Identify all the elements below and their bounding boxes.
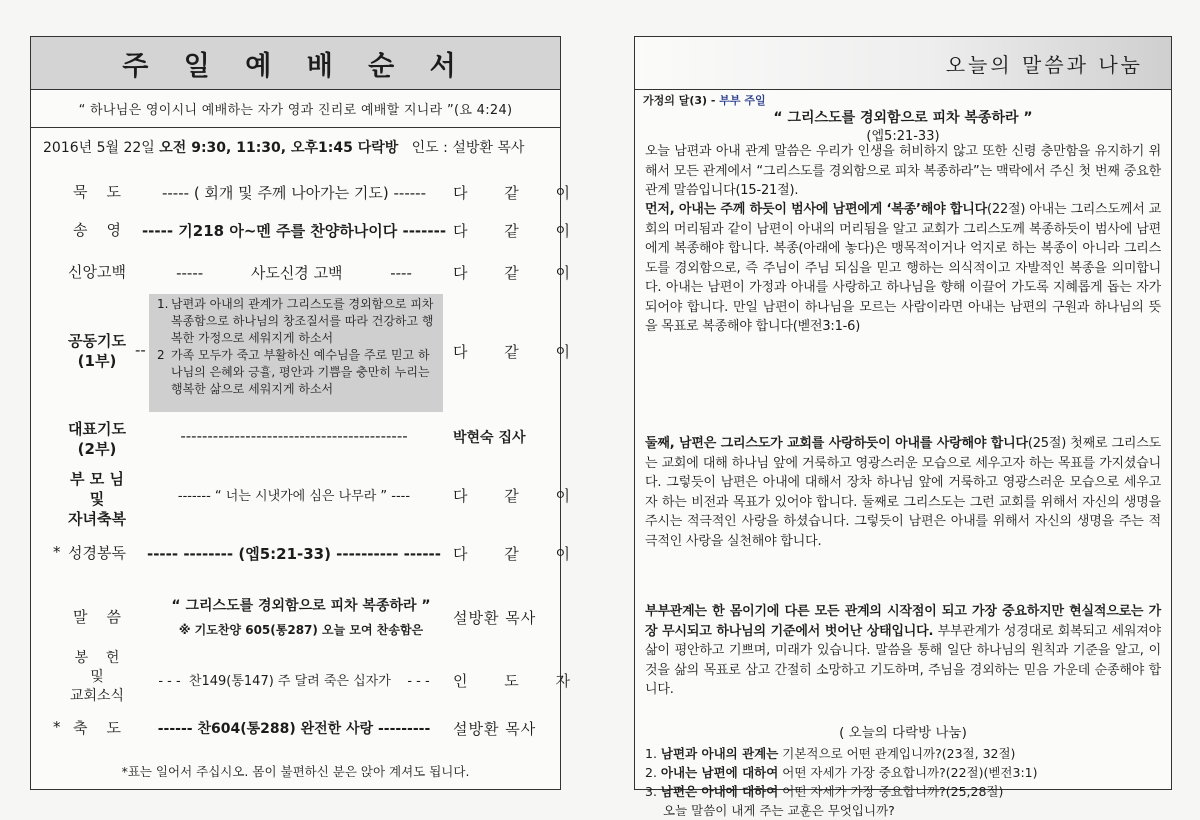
sermon-heading: “ 그리스도를 경외함으로 피차 복종하라 ”: [773, 110, 1033, 126]
sermon-sharing-panel: [634, 36, 1172, 818]
share-heading: ( 오늘의 다락방 나눔): [839, 725, 967, 741]
order-responsible: 설방환 목사: [453, 609, 537, 627]
prayer-item: [157, 296, 437, 347]
question-number: 3.: [645, 784, 657, 799]
question-text: 어떤 자세가 가장 중요합니까?(22절)(벧전3:1): [778, 765, 1038, 780]
order-label: 송 영: [72, 221, 122, 239]
order-content: ----- ( 회개 및 주께 나아가는 기도) ------: [161, 184, 426, 202]
common-prayer-box: [149, 294, 443, 412]
order-responsible: 다 같 이: [453, 184, 587, 202]
prayer-number: 2: [157, 348, 165, 362]
order-responsible: 박현숙 집사: [453, 430, 526, 446]
paragraph-intro: 오늘 남편과 아내 관계 말씀은 우리가 인생을 허비하지 않고 또한 신령 충만함을 유지하기 위해서 모든 관계에서 “그리스도를 경외함으로 피차 복종하라”는 맥락에서 주신 첫 번째 중요한 관계 말씀입니다(15-21절).: [645, 144, 1161, 198]
order-label: 봉 헌 및 교회소식: [69, 650, 125, 704]
question-item: [645, 782, 1003, 800]
stand-mark: *: [53, 718, 61, 736]
order-content: ------- “ 너는 시냇가에 심은 나무라 ” ----: [177, 489, 411, 504]
paragraph-text: 부부관계가 성경대로 회복되고 세워져야 삶이 평안하고 기쁘며, 미래가 있습니다. 말씀을 통해 일단 하나님의 원칙과 기준을 알고, 이것을 삶의 목표로 삼고 간절히 소망하고 기도하며, 주님을 경외하는 믿음 가운데 순종해야 합니다.: [645, 623, 1161, 697]
paragraph-wife: [645, 200, 1161, 337]
paragraph-lead: 부부관계는 한 몸이기에 다른 모든 관계의 시작점이 되고 가장 중요하지만 현실적으로는 가장 무시되고 하나님의 기준에서 벗어난 상태입니다.: [645, 604, 1161, 639]
question-item: [645, 744, 1015, 762]
order-content: - - - 찬149(통147) 주 달려 죽은 십자가 - - -: [158, 674, 430, 689]
service-leader: 인도 : 설방환 목사: [411, 140, 525, 156]
order-label: 축 도: [72, 719, 122, 737]
worship-order-title: 주 일 예 배 순 서: [31, 37, 560, 90]
question-lead: 남편과 아내의 관계는: [660, 746, 779, 761]
order-label: 신앙고백: [68, 263, 126, 281]
order-responsible: 다 같 이: [453, 264, 587, 282]
prayer-number: 1.: [157, 297, 169, 311]
question-item: [663, 801, 895, 819]
paragraph-lead: 둘째, 남편은 그리스도가 교회를 사랑하듯이 아내를 사랑해야 합니다: [645, 436, 1028, 451]
paragraph-husband: [645, 434, 1161, 551]
order-responsible: 설방환 목사: [453, 720, 537, 738]
order-responsible: 다 같 이: [453, 545, 587, 563]
paragraph-text: (22절) 아내는 그리스도께서 교회의 머리됨과 같이 남편이 아내의 머리됨을 알고 교회가 그리스도께 복종하듯이 범사에 남편에게 복종해야 합니다. 복종(아래에 놓다)은 맹목적이거나 억지로 하는 복종이 아니라 그리스도를 경외함으로, 즉 주님이 주님 되심을 믿고 행하는 의식적이고 자발적인 복종을 의미합니다. 아내는 남편이 가정과 아내를 사랑하고 하나님을 향해 이끌어 가도록 지혜롭게 돕는 자가 되어야 합니다. 만일 남편이 하나님을 모르는 사람이라면 아내는 남편의 구원과 하나님의 뜻을 목표로 복종해야 합니다(벧전3:1-6): [645, 202, 1162, 334]
worship-order-panel: [30, 36, 587, 790]
order-responsible: 다 같 이: [453, 343, 587, 361]
question-text: 기본적으로 어떤 관계입니까?(23절, 32절): [778, 746, 1016, 761]
sermon-hymn: ※ 기도찬양 605(통287) 오늘 모여 찬송함은: [178, 623, 424, 637]
order-content: ------------------------------------------: [180, 427, 408, 445]
theme-verse: “ 하나님은 영이시니 예배하는 자가 영과 진리로 예배할 지니라 ”(요 4:24): [31, 90, 560, 128]
order-content: --: [135, 341, 146, 359]
sharing-title-bar: [635, 37, 1171, 90]
service-date: 2016년 5월 22일: [43, 140, 155, 156]
sermon-title: “ 그리스도를 경외함으로 피차 복종하라 ”: [171, 598, 431, 614]
scripture-reference: (엡5:21-33): [866, 129, 940, 144]
question-number: 1.: [645, 746, 657, 761]
footnote: *표는 일어서 주십시오. 몸이 불편하신 분은 앉아 계셔도 됩니다.: [121, 764, 470, 779]
order-content: ----- 사도신경 고백 ----: [176, 264, 412, 282]
sharing-body: [635, 89, 1171, 818]
order-content: ----- 기218 아~멘 주를 찬양하나이다 -------: [141, 222, 447, 240]
sharing-title: 오늘의 말씀과 나눔: [945, 53, 1143, 77]
order-content: ------ 찬604(통288) 완전한 사랑 ---------: [157, 721, 431, 737]
prayer-text: 남편과 아내의 관계가 그리스도를 경외함으로 피차 복종함으로 하나님의 창조질서를 따라 건강하고 행복한 가정으로 세워지게 하소서: [171, 297, 434, 345]
question-text: 오늘 말씀이 내게 주는 교훈은 무엇입니까?: [663, 803, 895, 818]
question-number: 2.: [645, 765, 657, 780]
series-separator: -: [707, 94, 720, 107]
order-label: 대표기도 (2부): [68, 420, 126, 458]
stand-mark: *: [53, 543, 61, 561]
question-text: 어떤 자세가 가장 중요합니까?(25,28절): [778, 784, 1004, 799]
order-content: ----- -------- (엡5:21-33) ---------- ------: [146, 545, 442, 563]
order-responsible: 다 같 이: [453, 487, 587, 505]
prayer-text: 가족 모두가 죽고 부활하신 예수님을 주로 믿고 하나님의 은혜와 긍휼, 평안과 기쁨을 충만히 누리는 행복한 삶으로 세워지게 하소서: [171, 348, 430, 396]
question-item: [645, 763, 1038, 781]
series-subtitle: 부부 주일: [719, 94, 766, 107]
paragraph-lead: 먼저, 아내는 주께 하듯이 범사에 남편에게 ‘복종’해야 합니다: [645, 202, 987, 217]
paragraph-text: (25절) 첫째로 그리스도는 교회에 대해 하나님 앞에 거룩하고 영광스러운 모습으로 세우고자 하는 목표를 가지셨습니다. 그렇듯이 남편은 아내에 대해서 장차 하나님 앞에 거룩하고 영광스러운 모습으로 세우고자 하는 비전과 목표가 있어야 합니다. 둘째로 그리스도는 그런 교회를 위해서 자신의 생명을 주시는 적극적인 사랑을 하셨습니다. 그렇듯이 남편은 아내를 위해서 자신의 생명을 주는 적극적인 사랑을 실천해야 합니다.: [645, 436, 1161, 549]
order-label: 부 모 님 및 자녀축복: [68, 470, 126, 528]
order-label: 성경봉독: [68, 544, 126, 562]
paragraph-marriage: [645, 602, 1161, 700]
order-label: 공동기도 (1부): [68, 332, 126, 370]
order-label: 묵 도: [72, 183, 122, 201]
order-responsible: 인 도 자: [453, 672, 587, 690]
order-label: 말 씀: [72, 608, 122, 626]
prayer-item: [157, 347, 437, 398]
series-name: 가정의 달(3): [643, 94, 708, 107]
service-info: [43, 137, 552, 157]
order-responsible: 다 같 이: [453, 222, 587, 240]
question-lead: 남편은 아내에 대하여: [660, 784, 779, 799]
service-times: 오전 9:30, 11:30, 오후1:45 다락방: [159, 140, 399, 156]
series-label: [643, 92, 766, 108]
question-lead: 아내는 남편에 대하여: [660, 765, 779, 780]
